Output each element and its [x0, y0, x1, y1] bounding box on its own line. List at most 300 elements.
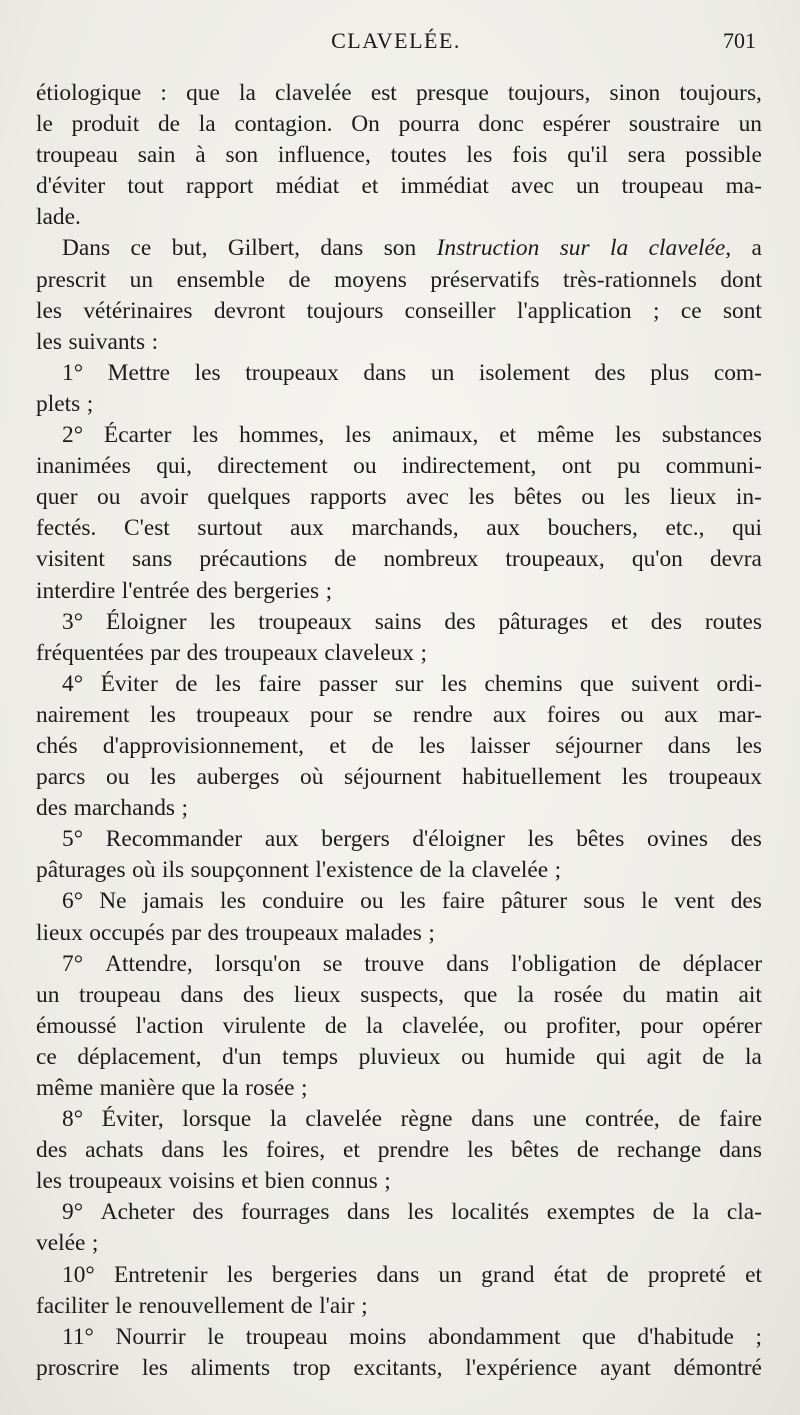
- word: sera: [627, 142, 666, 169]
- word: un: [576, 173, 600, 200]
- word: ou: [360, 888, 384, 915]
- word: ait: [738, 981, 762, 1008]
- text-line: [36, 1166, 762, 1197]
- word: passer: [318, 670, 378, 697]
- word: de: [157, 111, 181, 138]
- text-line: [36, 202, 762, 233]
- word: but,: [171, 235, 208, 262]
- word: avec: [406, 484, 449, 511]
- word: aux: [290, 515, 324, 542]
- word: des: [730, 826, 762, 853]
- word: séjourner: [555, 732, 643, 759]
- word: routes: [704, 608, 762, 635]
- word: renouvellement: [138, 1292, 285, 1319]
- word: bouchers,: [547, 515, 638, 542]
- word: dans: [363, 359, 407, 386]
- word: prescrit: [36, 266, 107, 293]
- word: grand: [481, 1261, 535, 1288]
- word: soupçonnent: [190, 857, 309, 884]
- word: 11°: [62, 1323, 94, 1350]
- word: connus: [311, 1168, 378, 1195]
- text-line: [36, 762, 762, 793]
- word: des: [650, 608, 682, 635]
- word: une: [532, 1106, 567, 1133]
- word: ce: [130, 235, 152, 262]
- word: inanimées: [36, 453, 131, 480]
- word: faciliter: [36, 1292, 109, 1319]
- word: et: [610, 608, 628, 635]
- word: des: [730, 888, 762, 915]
- word: lorsqu'on: [214, 950, 301, 977]
- word: visitent: [36, 546, 105, 573]
- word: trouve: [364, 950, 425, 977]
- word: fréquentées: [36, 639, 144, 666]
- word: clavelée: [471, 857, 549, 884]
- word: devra: [709, 546, 762, 573]
- word: les: [149, 701, 176, 728]
- word: un: [36, 981, 60, 1008]
- word: que: [582, 1323, 616, 1350]
- word: que: [580, 670, 614, 697]
- word: suivants: [68, 328, 146, 355]
- word: 5°: [62, 826, 84, 853]
- word: dans: [667, 732, 711, 759]
- text-line: [36, 451, 762, 482]
- italic-word: Instruction: [436, 235, 540, 262]
- word: de: [175, 670, 198, 697]
- word: pourra: [398, 111, 460, 138]
- word: mar-: [718, 701, 762, 728]
- word: des: [36, 1137, 68, 1164]
- word: pâturages: [36, 857, 126, 884]
- text-line: [36, 296, 762, 327]
- word: toujours,: [507, 80, 591, 106]
- word: règne: [400, 1106, 453, 1133]
- word: ;: [301, 1075, 308, 1101]
- word: ou: [581, 484, 605, 511]
- word: du: [622, 981, 646, 1008]
- italic-word: sur: [559, 235, 590, 262]
- word: rosée: [245, 1075, 295, 1101]
- word: presque: [415, 80, 489, 106]
- word: est: [370, 80, 397, 106]
- word: de: [638, 950, 661, 977]
- text-line: [36, 1104, 762, 1135]
- word: les: [466, 142, 493, 169]
- word: un: [438, 1261, 462, 1288]
- word: que: [463, 981, 498, 1008]
- word: plets: [36, 390, 81, 417]
- word: le: [115, 1292, 133, 1319]
- word: les: [467, 1137, 494, 1164]
- word: malades: [345, 919, 422, 946]
- word: 8°: [62, 1106, 84, 1133]
- word: Éloigner: [105, 608, 187, 635]
- word: tout: [127, 173, 164, 200]
- word: la: [745, 1043, 762, 1070]
- word: pu: [616, 453, 641, 480]
- text-line: [36, 855, 762, 886]
- word: et: [745, 1261, 762, 1288]
- word: laisser: [470, 732, 531, 759]
- word: fois: [512, 142, 548, 169]
- word: que: [186, 80, 220, 106]
- word: par: [171, 919, 201, 946]
- word: médiat: [275, 173, 340, 200]
- word: de: [702, 1043, 725, 1070]
- word: la: [221, 1075, 239, 1101]
- word: des: [186, 639, 218, 666]
- word: 10°: [62, 1261, 95, 1288]
- word: les: [219, 888, 246, 915]
- word: conseiller: [404, 297, 496, 324]
- word: contagion.: [234, 111, 333, 138]
- word: de: [576, 1137, 599, 1164]
- word: ensemble: [176, 266, 265, 293]
- text-line: [36, 109, 762, 140]
- word: troupeau: [79, 981, 161, 1008]
- word: déplacer: [682, 950, 762, 977]
- word: 9°: [62, 1199, 84, 1226]
- word: communi-: [665, 453, 762, 480]
- text-line: [36, 1042, 762, 1073]
- word: ce: [36, 1043, 57, 1070]
- word: ou: [461, 1043, 485, 1070]
- word: la: [239, 80, 256, 106]
- word: les: [214, 670, 241, 697]
- word: isolement: [478, 359, 570, 386]
- word: aux: [664, 701, 698, 728]
- word: plus: [650, 359, 690, 386]
- word: Attendre,: [105, 950, 193, 977]
- word: lieux: [36, 919, 83, 946]
- word: bêtes: [510, 1137, 559, 1164]
- word: lieux: [669, 484, 717, 511]
- text-line: [36, 544, 762, 575]
- word: immédiat: [400, 173, 489, 200]
- word: où: [132, 857, 156, 884]
- word: propreté: [647, 1261, 726, 1288]
- word: de: [371, 732, 394, 759]
- word: d'éloigner: [412, 826, 505, 853]
- word: des: [444, 608, 476, 635]
- word: etc.,: [665, 515, 705, 542]
- running-title: CLAVELÉE.: [331, 28, 461, 53]
- word: moins: [349, 1323, 407, 1350]
- word: ;: [428, 919, 435, 946]
- word: bergeries: [233, 577, 320, 604]
- word: ou: [353, 453, 377, 480]
- word: sain: [137, 142, 176, 169]
- word: le: [36, 111, 53, 138]
- word: ayant: [600, 1354, 651, 1381]
- word: et: [499, 422, 517, 449]
- word: Mettre: [107, 359, 171, 386]
- word: surtout: [197, 515, 263, 542]
- word: l'obligation: [511, 950, 617, 977]
- body-text: [36, 78, 762, 1384]
- word: l'entrée: [121, 577, 190, 604]
- word: substances: [661, 422, 762, 449]
- word: troupeau: [621, 173, 704, 200]
- word: ;: [181, 795, 189, 822]
- word: 7°: [62, 950, 84, 977]
- word: avoir: [139, 484, 188, 511]
- word: donc: [478, 111, 524, 138]
- word: in-: [735, 484, 762, 511]
- word: qu'il: [567, 142, 608, 169]
- word: :: [151, 328, 159, 355]
- word: sur: [394, 670, 424, 697]
- word: aux: [492, 701, 527, 728]
- word: 3°: [62, 608, 84, 635]
- text-line: [36, 140, 762, 171]
- word: ;: [361, 1292, 368, 1319]
- word: C'est: [124, 515, 170, 542]
- word: abondamment: [427, 1323, 561, 1350]
- text-line: [36, 669, 762, 700]
- word: l'action: [135, 1012, 204, 1039]
- word: dans: [719, 1137, 762, 1164]
- word: opérer: [702, 1012, 762, 1039]
- word: :: [160, 80, 167, 106]
- word: le: [207, 1323, 225, 1350]
- text-line: [36, 78, 762, 109]
- word: dans: [446, 950, 490, 977]
- word: humide: [505, 1043, 576, 1070]
- word: ou: [503, 1012, 527, 1039]
- word: suspects,: [360, 981, 445, 1008]
- word: ;: [91, 1230, 99, 1257]
- word: com-: [713, 359, 762, 386]
- word: ou: [97, 484, 121, 511]
- word: influence,: [277, 142, 371, 169]
- word: toujours: [306, 297, 384, 324]
- word: hommes,: [239, 422, 325, 449]
- word: émoussé: [36, 1012, 117, 1039]
- word: directement: [217, 453, 328, 480]
- word: même: [536, 422, 595, 449]
- word: toujours,: [679, 80, 762, 106]
- word: de: [652, 1199, 675, 1226]
- word: de: [324, 1012, 347, 1039]
- word: sains: [374, 608, 422, 635]
- word: chemins: [484, 670, 563, 697]
- text-line: [36, 607, 762, 638]
- word: et: [329, 732, 347, 759]
- word: les: [141, 1354, 168, 1381]
- word: devront: [213, 297, 286, 324]
- word: contrée,: [585, 1106, 660, 1133]
- word: la: [198, 111, 216, 138]
- word: foires: [546, 701, 601, 728]
- word: ce: [680, 297, 702, 324]
- word: la: [269, 1106, 287, 1133]
- word: son: [383, 235, 417, 262]
- word: 6°: [62, 888, 84, 915]
- word: troupeau: [245, 1323, 328, 1350]
- word: les: [36, 297, 62, 324]
- word: d'approvisionnement,: [102, 732, 304, 759]
- word: par: [150, 639, 181, 666]
- word: interdire: [36, 577, 116, 604]
- word: chés: [36, 732, 78, 759]
- word: pour: [309, 701, 353, 728]
- word: bêtes: [576, 826, 625, 853]
- word: sans: [131, 546, 173, 573]
- word: jamais: [142, 888, 204, 915]
- word: Écarter: [103, 422, 172, 449]
- word: très-rationnels: [563, 266, 697, 293]
- text-line: [36, 980, 762, 1011]
- word: des: [192, 1199, 224, 1226]
- word: l'air: [319, 1292, 355, 1319]
- word: les: [150, 764, 177, 791]
- word: ma-: [725, 173, 762, 200]
- word: ;: [554, 857, 562, 884]
- word: l'application: [516, 297, 632, 324]
- text-line: [36, 1322, 762, 1353]
- word: faire: [719, 1106, 762, 1133]
- page-header: [36, 28, 756, 62]
- word: espérer: [542, 111, 611, 138]
- word: le: [641, 888, 659, 915]
- word: ;: [384, 1168, 391, 1195]
- word: occupés: [89, 919, 165, 946]
- word: de: [288, 266, 311, 293]
- word: auberges: [196, 764, 280, 791]
- word: sous: [583, 888, 625, 915]
- text-line: [36, 1197, 762, 1228]
- word: trop: [292, 1354, 331, 1381]
- word: qui: [596, 1043, 626, 1070]
- italic-word: la: [610, 235, 629, 262]
- text-line: [36, 327, 762, 358]
- word: rapports: [309, 484, 387, 511]
- word: proscrire: [36, 1354, 120, 1381]
- word: sont: [722, 297, 762, 324]
- word: quer: [36, 484, 78, 511]
- word: ont: [561, 453, 592, 480]
- word: qui: [732, 515, 762, 542]
- word: voisins: [168, 1168, 235, 1195]
- word: faire: [441, 888, 485, 915]
- text-line: [36, 700, 762, 731]
- word: rechange: [616, 1137, 702, 1164]
- word: la: [517, 981, 534, 1008]
- text-line: [36, 1353, 762, 1384]
- word: ;: [652, 297, 660, 324]
- word: Éviter: [100, 670, 158, 697]
- word: nombreux: [383, 546, 479, 573]
- word: Gilbert,: [227, 235, 300, 262]
- word: les: [192, 422, 219, 449]
- word: troupeaux: [196, 701, 290, 728]
- word: que: [181, 1075, 216, 1101]
- word: des: [207, 919, 239, 946]
- word: même: [36, 1075, 94, 1101]
- word: bergeries: [271, 1261, 358, 1288]
- word: de: [290, 1292, 313, 1319]
- word: se: [322, 950, 343, 977]
- word: ;: [325, 577, 333, 604]
- text-line: [36, 265, 762, 296]
- word: profiter,: [546, 1012, 622, 1039]
- word: velée: [36, 1230, 86, 1257]
- word: qu'on: [631, 546, 683, 573]
- word: dans: [180, 981, 224, 1008]
- text-line: [36, 1260, 762, 1291]
- word: dans: [376, 1261, 420, 1288]
- word: son: [225, 142, 259, 169]
- word: les: [226, 1261, 253, 1288]
- word: aux: [264, 826, 299, 853]
- word: et: [241, 1168, 259, 1195]
- word: troupeaux,: [505, 546, 605, 573]
- word: produit: [71, 111, 140, 138]
- word: sinon: [609, 80, 661, 106]
- word: avec: [511, 173, 554, 200]
- word: dans: [161, 1137, 205, 1164]
- word: clavelée: [275, 80, 352, 106]
- text-line: [36, 793, 762, 824]
- text-line: [36, 482, 762, 513]
- word: où: [300, 764, 324, 791]
- word: a: [751, 235, 762, 262]
- word: troupeaux: [245, 919, 339, 946]
- word: Recommander: [105, 826, 243, 853]
- text-line: [36, 233, 762, 264]
- word: de: [419, 857, 442, 884]
- word: préservatifs: [430, 266, 540, 293]
- text-line: [36, 824, 762, 855]
- word: dans: [471, 1106, 515, 1133]
- word: étiologique: [36, 80, 142, 106]
- word: pour: [640, 1012, 684, 1039]
- word: des: [243, 981, 275, 1008]
- word: suivent: [631, 670, 699, 697]
- word: vent: [674, 888, 715, 915]
- text-line: [36, 638, 762, 669]
- text-line: [36, 1073, 762, 1104]
- word: marchands,: [351, 515, 459, 542]
- word: les: [399, 888, 426, 915]
- word: lieux: [293, 981, 341, 1008]
- word: les: [441, 670, 467, 697]
- word: troupeaux: [258, 608, 352, 635]
- word: ;: [755, 1323, 762, 1350]
- text-line: [36, 358, 762, 389]
- text-line: [36, 420, 762, 451]
- word: 4°: [62, 670, 84, 697]
- word: prendre: [377, 1137, 450, 1164]
- word: aux: [486, 515, 520, 542]
- word: virulente: [222, 1012, 306, 1039]
- text-line: [36, 1228, 762, 1259]
- word: Ne: [99, 888, 127, 915]
- word: pâturages: [498, 608, 589, 635]
- word: de: [678, 1106, 701, 1133]
- word: parcs: [36, 764, 86, 791]
- word: des: [36, 795, 68, 822]
- word: les: [614, 422, 641, 449]
- word: nairement: [36, 701, 130, 728]
- word: un: [129, 266, 154, 293]
- word: manière: [99, 1075, 175, 1101]
- word: état: [553, 1261, 588, 1288]
- word: claveleux: [324, 639, 415, 666]
- word: troupeaux: [68, 1168, 163, 1195]
